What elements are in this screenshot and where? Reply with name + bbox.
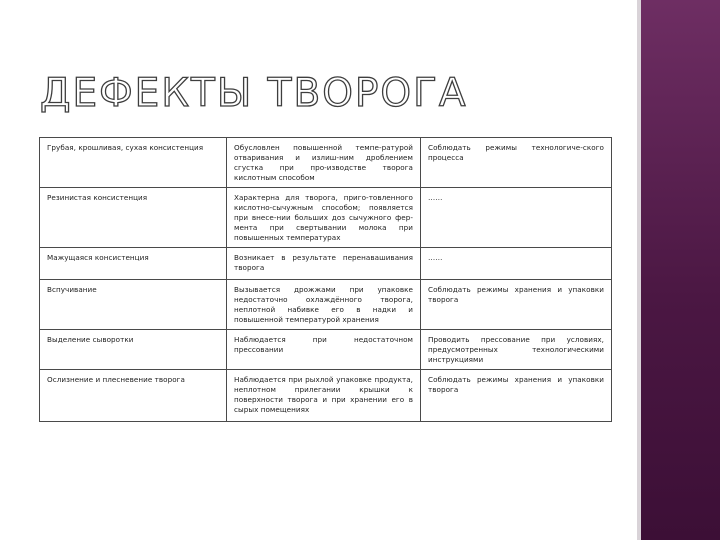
cause-cell: Вызывается дрожжами при упаковке недостаточно охлаждённого творога, неплотной набивке его в надки и повышенной температурой хранения (227, 280, 421, 330)
defect-cell: Грубая, крошливая, сухая консистенция (40, 138, 227, 188)
cause-cell: Наблюдается при рыхлой упаковке продукта, неплотном прилегании крышки к поверхности творога и при хранении его в сырых помещениях (227, 370, 421, 422)
measure-cell: Соблюдать режимы хранения и упаковки творога (421, 280, 612, 330)
defect-cell: Резинистая консистенция (40, 188, 227, 248)
defects-table (39, 137, 612, 422)
table-row (40, 330, 612, 370)
defect-cell: Выделение сыворотки (40, 330, 227, 370)
cause-cell: Возникает в результате перенавашивания творога (227, 248, 421, 280)
measure-cell: Проводить прессование при условиях, предусмотренных технологическими инструкциями (421, 330, 612, 370)
measure-cell: …… (421, 248, 612, 280)
table-row (40, 188, 612, 248)
accent-side-bar (641, 0, 720, 540)
slide-title: ДЕФЕКТЫ ТВОРОГА (40, 71, 468, 116)
defect-cell: Ослизнение и плесневение творога (40, 370, 227, 422)
cause-cell: Характерна для творога, приго-товленного кислотно-сычужным способом; появляется при внесе-нии больших доз сычужного фер-мента при свертывании молока при повышенных температурах (227, 188, 421, 248)
table-row (40, 280, 612, 330)
measure-cell: Соблюдать режимы технологиче-ского процесса (421, 138, 612, 188)
table-row (40, 370, 612, 422)
cause-cell: Обусловлен повышенной темпе-ратурой отваривания и излиш-ним дроблением сгустка при про-изводстве творога кислотным способом (227, 138, 421, 188)
measure-cell: Соблюдать режимы хранения и упаковки творога (421, 370, 612, 422)
measure-cell: …… (421, 188, 612, 248)
table-row (40, 138, 612, 188)
defect-cell: Мажущаяся консистенция (40, 248, 227, 280)
cause-cell: Наблюдается при недостаточном прессовании (227, 330, 421, 370)
defect-cell: Вспучивание (40, 280, 227, 330)
table-row (40, 248, 612, 280)
